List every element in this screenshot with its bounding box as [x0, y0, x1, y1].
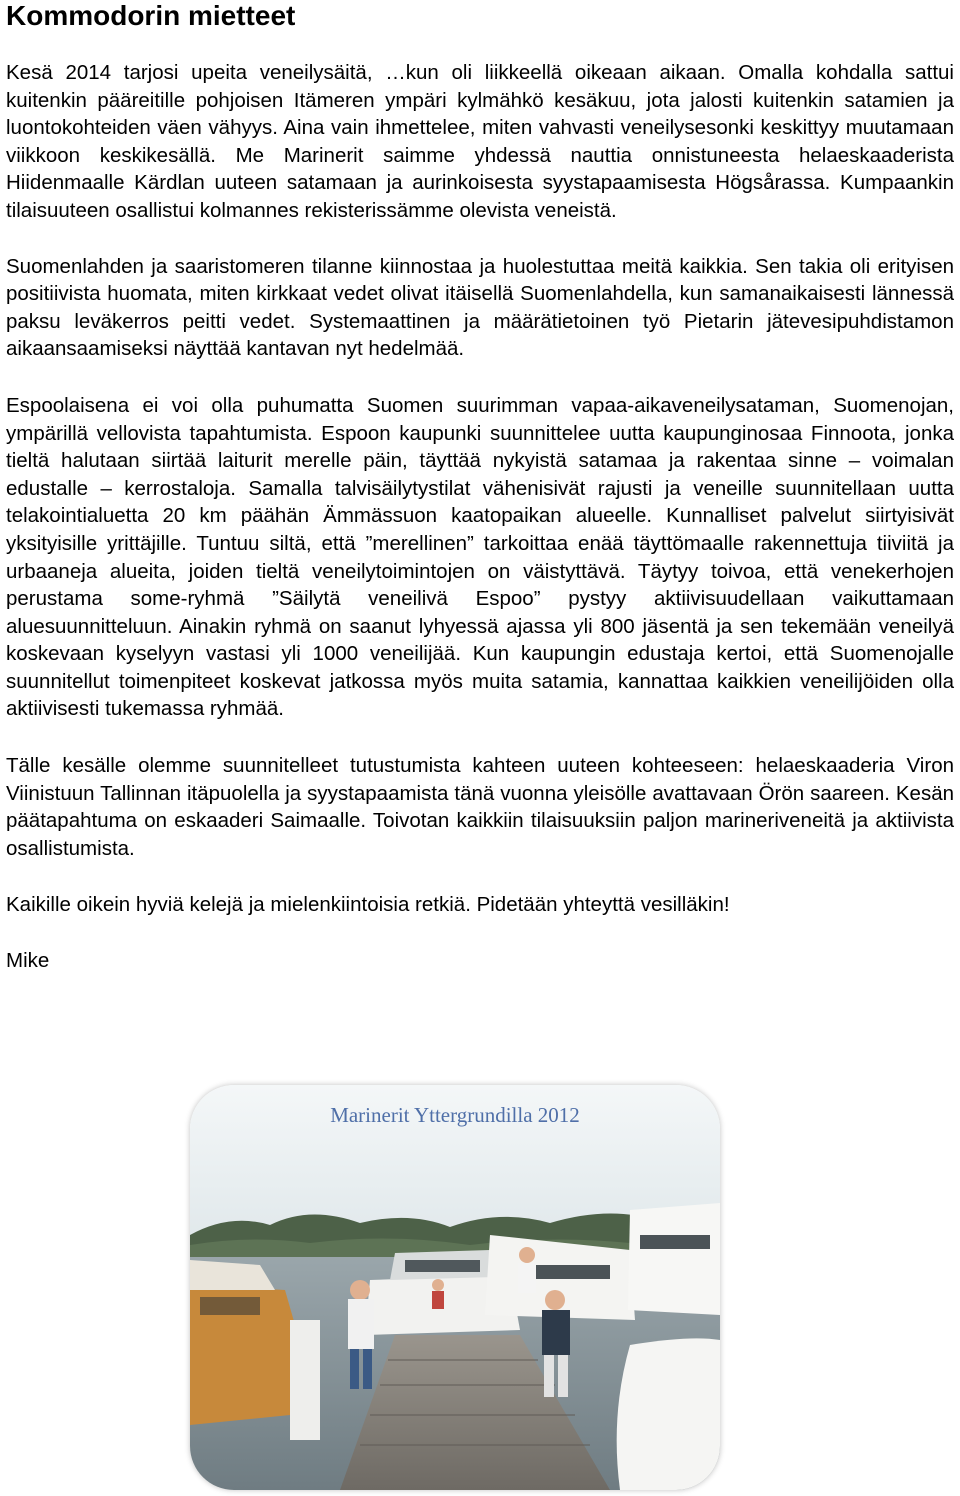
photo-caption: Marinerit Yttergrundilla 2012 — [330, 1103, 580, 1127]
paragraph-5: Kaikille oikein hyviä kelejä ja mielenkiintoisia retkiä. Pidetään yhteyttä vesilläkin! — [6, 893, 730, 917]
paragraph-4: Tälle kesälle olemme suunnitelleet tutustumista kahteen uuteen kohteeseen: helaeskaaderia Viron Viinistuun Tallinnan itäpuolella ja syystapaamista tänä vuonna yleisölle avattavaan Örön saareen. Kesän päätapahtuma on eskaaderi Saimaalle. Toivotan kaikkiin tilaisuuksiin paljon marineriveneitä ja aktiivista osallistumista. — [6, 754, 954, 860]
white-boat-foreground — [617, 1338, 720, 1490]
paragraph-2: Suomenlahden ja saaristomeren tilanne kiinnostaa ja huolestuttaa meitä kaikkia. Sen takia oli erityisen positiivista huomata, miten kirkkaat vedet olivat itäisellä Suomenlahdella, kun samanaikaisesti lännessä paksu leväkerros peitti vedet. Systemaattinen ja määrätietoinen työ Pietarin jätevesipuhdistamon aikaansaamiseksi näyttää kantavan nyt hedelmää. — [6, 254, 954, 361]
white-boat-far-right-window — [640, 1235, 710, 1249]
paragraph-3: Espoolaisena ei voi olla puhumatta Suomen suurimman vapaa-aikaveneilysataman, Suomenojan, ympärillä vellovista tapahtumista. Espoon kaupunki suunnittelee uutta kaupunginosaa Finnoota, jonka tieltä halutaan siirtää laiturit merelle päin, täyttää nykyistä satamaa ja rakentaa sinne – voimalan edustalle – kerrostaloja. Samalla talvisäilytystilat vähenisivät rajusti ja veneille suunnitellaan uutta telakointialuetta 20 km päähän Ämmässuon kaatopaikan alueelle. Kunnalliset palvelut siirtyisivät yksityisille yrittäjille. Tuntuu siltä, että ”merellinen” tarkoittaa enää täyttömaalle rakennettuja tiiviitä ja urbaaneja alueita, joiden tieltä veneilytoimintojen on väistyttävä. Täytyy toivoa, että venekerhojen perustama some-ryhmä ”Säilytä veneilivä Espoo” pystyy aktiivisuudellaan vaikuttamaan aluesuunnitteluun. Ainakin ryhmä on saanut lyhyessä ajassa yli 800 jäsentä ja sen tekemään veneilyä koskevaan kyselyyn vastasi yli 1000 veneilijää. Kun kaupungin edustaja kertoi, että Suomenojalle suunnitellut toimenpiteet koskevat jatkossa myös muita satamia, kannattaa kaikkien veneilijöiden olla aktiivisesti tukemassa ryhmää. — [6, 393, 954, 721]
photo-illustration — [190, 1085, 720, 1490]
paragraph-1: Kesä 2014 tarjosi upeita veneilysäitä, …kun oli liikkeellä oikeaan aikaan. Omalla kohdalla sattui kuitenkin pääreitille pohjoisen Itämeren ympäri kylmähkö kesäkuu, jota jalosti kuitenkin satamien ja luontokohteiden väen vähyys. Aina vain ihmettelee, miten vahvasti veneilysesonki keskittyy muutamaan viikkoon keskikesällä. Me Marinerit saimme yhdessä nauttia onnistuneesta helaeskaaderista Hiidenmaalle Kärdlan uuteen satamaan ja aurinkoisesta syystapaamisesta Högsårassa. Kumpaankin tilaisuuteen osallistui kolmannes rekisterissämme olevista veneistä. — [6, 61, 954, 222]
harbour-photo — [190, 1085, 720, 1490]
person-background — [432, 1279, 444, 1309]
person-on-boat — [518, 1247, 536, 1293]
page-title: Kommodorin mietteet — [6, 0, 296, 31]
fender-left — [290, 1320, 320, 1440]
article-body — [6, 59, 954, 975]
white-boat-center-window — [405, 1260, 480, 1272]
signature: Mike — [6, 949, 50, 973]
wooden-boat-window — [200, 1297, 260, 1315]
white-boat-far-right — [628, 1203, 720, 1315]
